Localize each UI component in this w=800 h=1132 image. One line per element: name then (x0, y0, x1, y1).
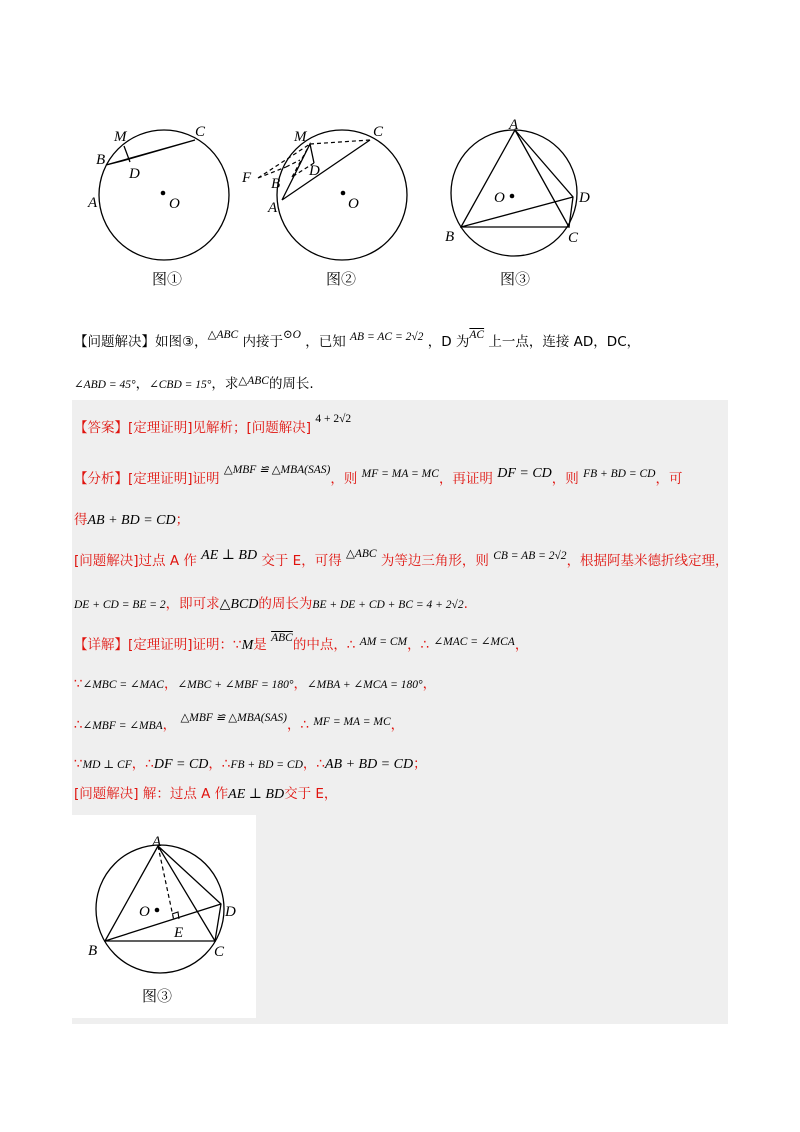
analysis-triangle-bcd: △BCD (219, 597, 259, 612)
analysis-eq-fb: FB + BD = CD (583, 468, 656, 480)
detail-therefore-4: ，∴ (208, 756, 231, 772)
detail-eq-ab: AB + BD = CD (324, 757, 414, 772)
detail-therefore-5: ，∴ (302, 756, 325, 772)
fig4-label-d: D (225, 904, 236, 920)
analysis-line-1 (74, 464, 683, 488)
detail-m: M (241, 638, 254, 653)
detail-therefore-1: ∴ (74, 717, 83, 733)
detail-line-4 (74, 752, 427, 773)
detail-solve-text-2: 交于 E， (284, 786, 338, 802)
problem-text-1: 内接于 (242, 334, 283, 350)
analysis-text-1: ，则 (330, 471, 358, 487)
problem-angle-cbd: ∠CBD = 15° (149, 379, 212, 391)
detail-line-2 (74, 672, 436, 692)
detail-solve-text: [问题解决] 解：过点 A 作 (74, 786, 229, 802)
problem-equation: AB = AC = 2√2 (350, 331, 424, 343)
fig2-center-dot (341, 191, 346, 196)
problem-ask-2: 的周长. (268, 376, 314, 392)
problem-text-3: ，D 为 (427, 334, 470, 350)
detail-eq-mf: MF = MA = MC (313, 716, 391, 728)
fig3-label-o: O (494, 190, 505, 206)
fig4-label-b: B (88, 943, 98, 959)
figure-3 (438, 115, 608, 300)
detail-text-1: 是 (253, 637, 267, 653)
analysis-text-8: ，根据阿基米德折线定理， (566, 553, 729, 569)
analysis-eq-df: DF = CD (497, 466, 552, 481)
detail-because-1: ∵ (74, 676, 83, 692)
problem-line-2 (74, 372, 314, 392)
figure-1 (80, 115, 210, 300)
analysis-de: 得 (74, 512, 88, 528)
analysis-eq-perimeter: BE + DE + CD + BC = 4 + 2√2 (312, 599, 464, 611)
analysis-perp: AE ⊥ BD (201, 548, 258, 563)
analysis-eq-de: DE + CD = BE = 2 (74, 599, 166, 611)
detail-comma-2: ， (293, 676, 307, 692)
answer-line (74, 413, 352, 436)
analysis-eq-mf: MF = MA = MC (361, 468, 439, 480)
fig2-label-m: M (294, 129, 307, 145)
fig3-label-a: A (509, 117, 519, 133)
detail-label: 【详解】[定理证明]证明：∵ (74, 637, 242, 653)
fig4-center-dot (155, 908, 160, 913)
fig4-label-e: E (174, 925, 184, 941)
problem-text-4: 上一点，连接 AD，DC， (488, 334, 641, 350)
fig1-caption: 图① (152, 270, 183, 288)
fig2-label-a: A (268, 200, 278, 216)
fig2-label-b: B (271, 176, 281, 192)
fig1-label-d: D (129, 166, 140, 182)
problem-prefix: 【问题解决】如图③， (74, 334, 208, 350)
detail-eq-mbc-sum: ∠MBC + ∠MBF = 180° (177, 679, 294, 691)
analysis-text-2: ，再证明 (438, 471, 493, 487)
fig3-label-b: B (445, 229, 455, 245)
detail-eq-fb: FB + BD = CD (230, 759, 303, 771)
fig4-altitude (158, 846, 174, 921)
analysis-text-10: 的周长为 (258, 596, 313, 612)
answer-label: 【答案】[定理证明]见解析；[问题解决] (74, 420, 312, 436)
problem-triangle-2: △ABC (238, 375, 269, 387)
detail-eq-mbf: ∠MBF = ∠MBA (82, 720, 163, 732)
problem-text-2: ，已知 (305, 334, 346, 350)
detail-arc-abc: $\overline{ABC}$ (271, 632, 293, 644)
problem-line-1 (74, 330, 640, 350)
detail-comma-3: ， (422, 676, 437, 692)
analysis-text-7: 为等边三角形，则 (380, 553, 489, 569)
fig3-caption: 图③ (500, 270, 531, 288)
detail-text-3: ，∴ (407, 637, 430, 653)
detail-line-5 (74, 782, 337, 803)
detail-comma-1: ， (163, 676, 178, 692)
detail-eq-mac: ∠MAC = ∠MCA (433, 636, 515, 648)
detail-eq-mba-sum: ∠MBA + ∠MCA = 180° (306, 679, 423, 691)
detail-text-2: 的中点，∴ (292, 637, 356, 653)
problem-triangle: △ABC (207, 329, 239, 341)
analysis-text-3: ，则 (551, 471, 579, 487)
detail-because-2: ∵ (74, 756, 83, 772)
fig3-label-d: D (579, 190, 590, 206)
detail-comma-4: ， (162, 717, 177, 733)
fig1-center-dot (161, 191, 166, 196)
analysis-text-6: 交于 E，可得 (261, 553, 342, 569)
fig4-label-a: A (152, 834, 162, 850)
analysis-text-5: [问题解决]过点 A 作 (74, 553, 197, 569)
detail-comma-5: ， (390, 717, 405, 733)
detail-eq-md: MD ⊥ CF (82, 759, 132, 771)
detail-therefore-3: ，∴ (131, 756, 154, 772)
answer-value: 4 + 2√2 (315, 413, 352, 425)
problem-angle-abd: ∠ABD = 45° (74, 379, 136, 391)
fig3-circle (451, 130, 577, 256)
analysis-label: 【分析】[定理证明]证明 (74, 471, 220, 487)
analysis-text-4: ，可 (655, 471, 683, 487)
detail-eq-mbc: ∠MBC = ∠MAC (82, 679, 164, 691)
problem-circle-o: ⊙O (282, 329, 301, 341)
analysis-line-2 (74, 508, 189, 529)
analysis-period: . (463, 596, 468, 612)
fig3-lines (461, 130, 573, 227)
detail-eq-am: AM = CM (359, 636, 408, 648)
fig4-caption: 图③ (142, 987, 173, 1005)
detail-text-4: ， (514, 637, 529, 653)
fig4-label-c: C (214, 944, 225, 960)
analysis-congruence: △MBF ≌ △MBA(SAS) (223, 464, 331, 476)
analysis-line-4 (74, 592, 468, 613)
detail-perp: AE ⊥ BD (228, 787, 285, 802)
detail-line-1 (74, 633, 528, 654)
fig2-label-o: O (348, 196, 359, 212)
analysis-eq-cb: CB = AB = 2√2 (493, 550, 567, 562)
fig4-lines (105, 846, 221, 941)
analysis-text-9: ，即可求 (165, 596, 220, 612)
fig2-label-f: F (242, 170, 252, 186)
fig1-label-a: A (88, 195, 98, 211)
figure-4 (72, 815, 256, 1018)
detail-congruence: △MBF ≌ △MBA(SAS) (180, 712, 287, 724)
figure-2 (240, 115, 415, 300)
fig1-label-b: B (96, 152, 106, 168)
analysis-eq-ab: AB + BD = CD (87, 513, 176, 528)
analysis-triangle: △ABC (346, 548, 377, 560)
fig1-label-m: M (114, 129, 127, 145)
fig1-label-c: C (195, 124, 206, 140)
fig3-label-c: C (568, 230, 579, 246)
detail-eq-df: DF = CD (153, 757, 209, 772)
fig3-center-dot (510, 194, 515, 199)
fig2-label-c: C (373, 124, 384, 140)
analysis-line-3 (74, 549, 729, 570)
fig2-caption: 图② (326, 270, 357, 288)
detail-therefore-2: ，∴ (286, 717, 310, 733)
fig1-label-o: O (169, 196, 180, 212)
analysis-semicolon: ； (175, 512, 190, 528)
problem-arc-ac: $\overline{AC}$ (469, 329, 485, 341)
fig2-label-d: D (309, 163, 320, 179)
detail-line-3 (74, 713, 404, 733)
fig4-label-o: O (139, 904, 150, 920)
detail-semicolon: ； (413, 756, 427, 772)
problem-sep: ， (135, 376, 150, 392)
problem-ask: ，求 (211, 376, 239, 392)
